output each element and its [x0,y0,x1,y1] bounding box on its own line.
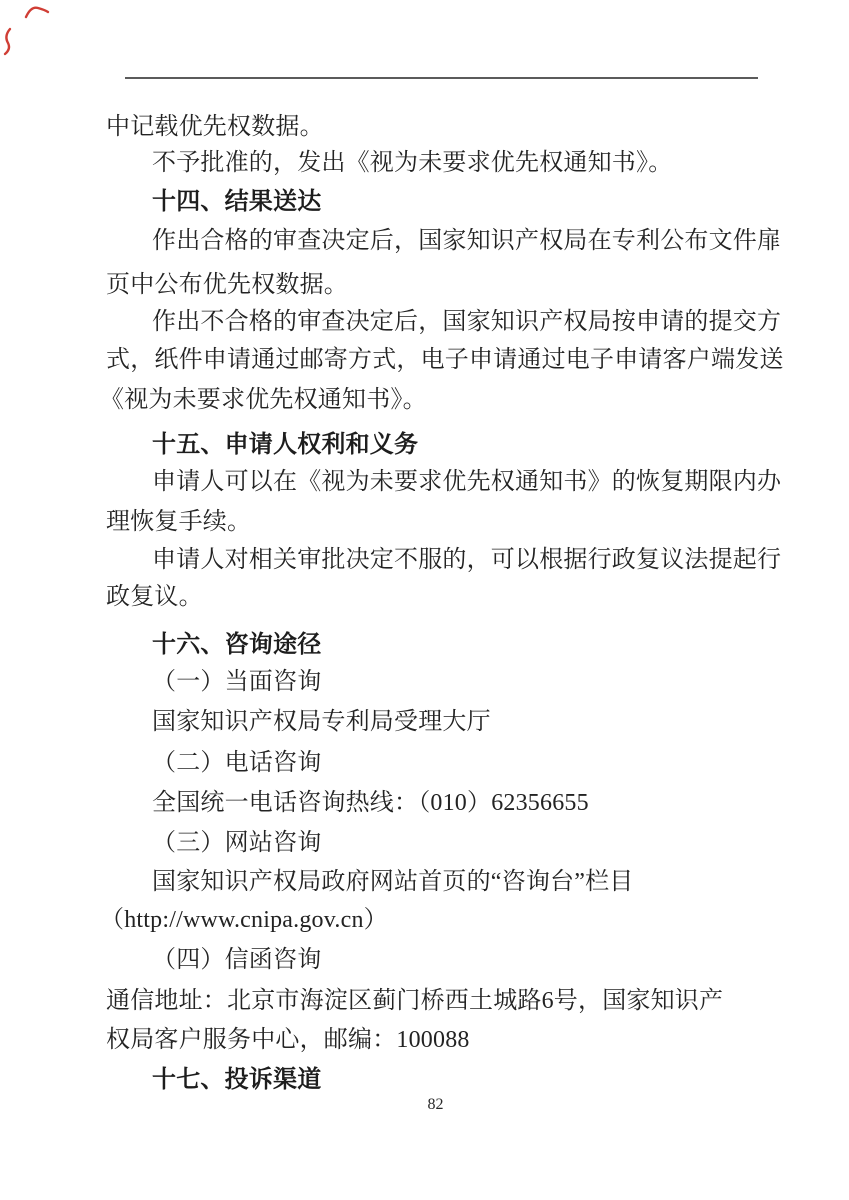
body-line: 理恢复手续。 [106,509,252,535]
body-line: 权局客户服务中心，邮编：100088 [106,1027,470,1053]
body-line: 申请人可以在《视为未要求优先权通知书》的恢复期限内办 [152,469,782,495]
body-line: 政复议。 [106,584,203,610]
body-line: （二）电话咨询 [152,750,322,776]
body-line: 作出合格的审查决定后，国家知识产权局在专利公布文件扉 [152,228,782,254]
red-pen-mark-icon [1,27,19,57]
red-pen-mark-icon [24,3,50,23]
body-line: 中记载优先权数据。 [106,114,324,140]
body-line: 不予批准的，发出《视为未要求优先权通知书》。 [152,150,673,176]
body-line: 《视为未要求优先权通知书》。 [100,387,427,413]
body-line: 作出不合格的审查决定后，国家知识产权局按申请的提交方 [152,309,782,335]
body-line: 页中公布优先权数据。 [106,272,348,298]
body-line: 全国统一电话咨询热线：（010）62356655 [152,790,589,816]
body-line: 式，纸件申请通过邮寄方式，电子申请通过电子申请客户端发送 [106,347,784,373]
heading-section-17: 十七、投诉渠道 [152,1066,322,1093]
heading-section-16: 十六、咨询途径 [152,631,322,658]
body-line: 通信地址：北京市海淀区蓟门桥西土城路6号，国家知识产 [106,988,724,1014]
page-number: 82 [427,1096,444,1113]
body-line: （三）网站咨询 [152,830,322,856]
body-line: 国家知识产权局政府网站首页的“咨询台”栏目 [152,869,634,895]
heading-section-14: 十四、结果送达 [152,188,322,215]
body-line: （一）当面咨询 [152,669,322,695]
body-line-url: （http://www.cnipa.gov.cn） [100,907,388,933]
body-line: 国家知识产权局专利局受理大厅 [152,709,491,735]
body-line: 申请人对相关审批决定不服的，可以根据行政复议法提起行 [152,547,782,573]
body-line: （四）信函咨询 [152,947,322,973]
header-rule [125,77,758,79]
heading-section-15: 十五、申请人权利和义务 [152,431,419,458]
